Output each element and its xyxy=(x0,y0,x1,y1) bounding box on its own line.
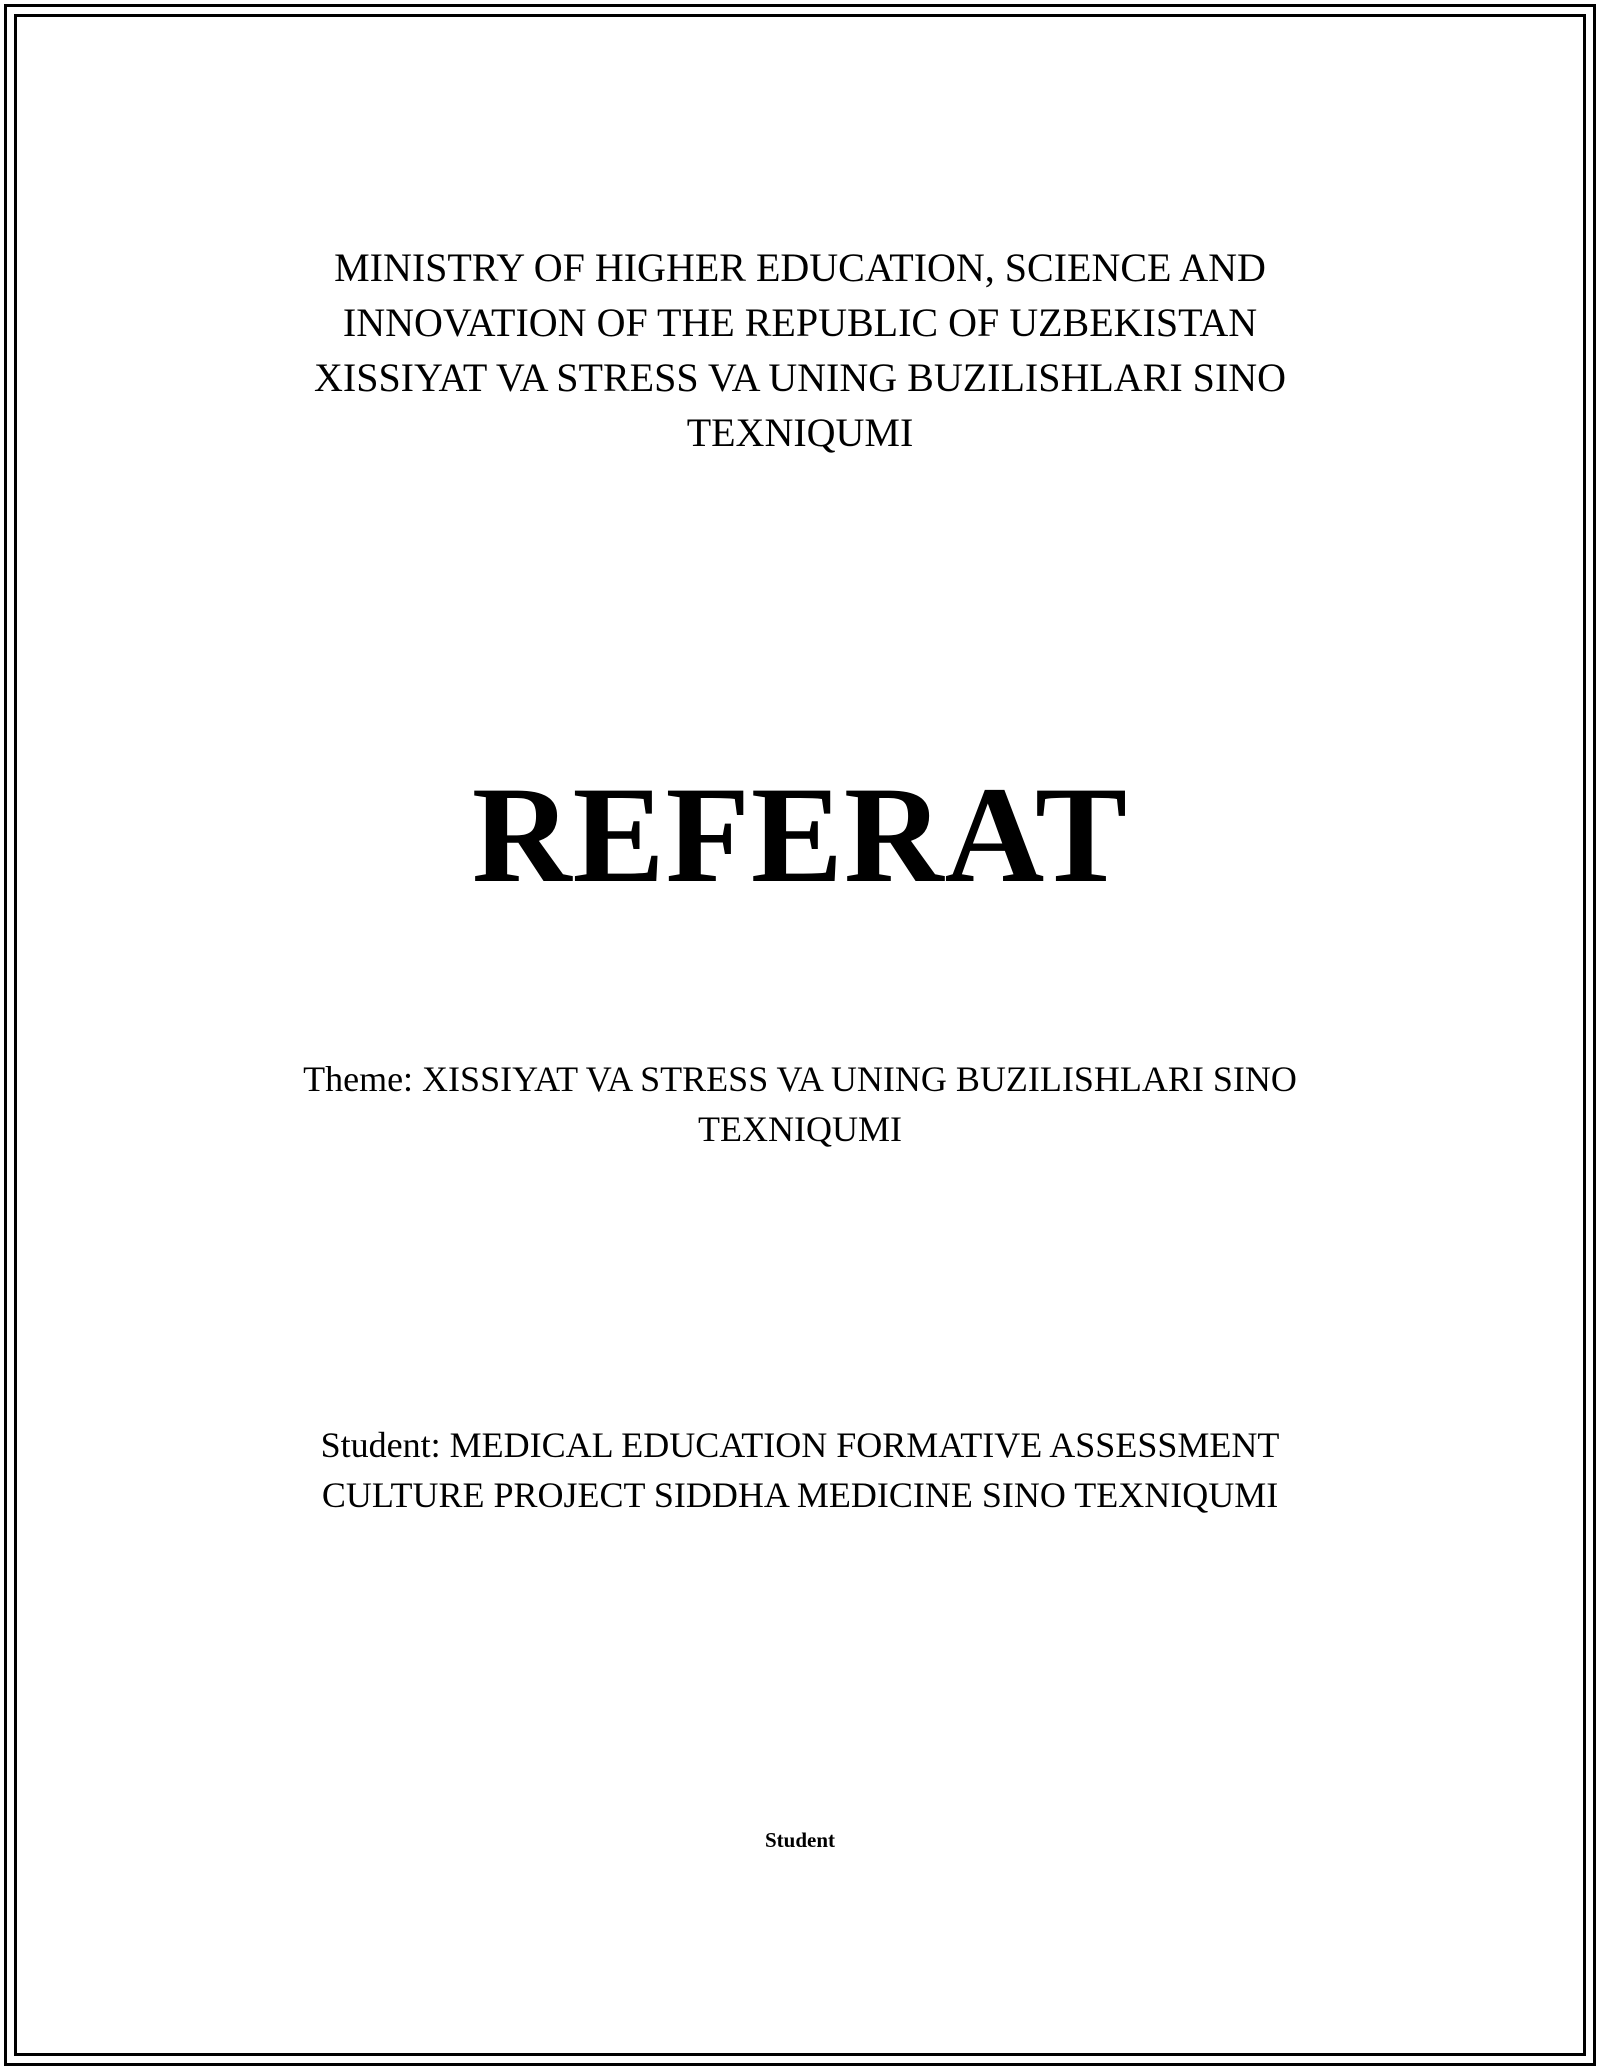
ministry-header-line-3: XISSIYAT VA STRESS VA UNING BUZILISHLARI SINO xyxy=(313,355,1287,400)
ministry-header-line-4: TEXNIQUMI xyxy=(686,410,914,455)
ministry-header xyxy=(0,240,1600,460)
student-line-1: Student: MEDICAL EDUCATION FORMATIVE ASSESSMENT xyxy=(320,1425,1280,1465)
student-line-2: CULTURE PROJECT SIDDHA MEDICINE SINO TEXNIQUMI xyxy=(321,1475,1279,1515)
ministry-header-line-2: INNOVATION OF THE REPUBLIC OF UZBEKISTAN xyxy=(342,300,1258,345)
footer-student-label: Student xyxy=(764,1828,836,1852)
theme-line-1: Theme: XISSIYAT VA STRESS VA UNING BUZILISHLARI SINO xyxy=(303,1059,1297,1099)
theme-section xyxy=(0,1054,1600,1154)
document-title: REFERAT xyxy=(471,758,1129,911)
theme-line-2: TEXNIQUMI xyxy=(698,1109,902,1149)
student-section xyxy=(0,1420,1600,1520)
ministry-header-line-1: MINISTRY OF HIGHER EDUCATION, SCIENCE AND xyxy=(334,245,1266,290)
